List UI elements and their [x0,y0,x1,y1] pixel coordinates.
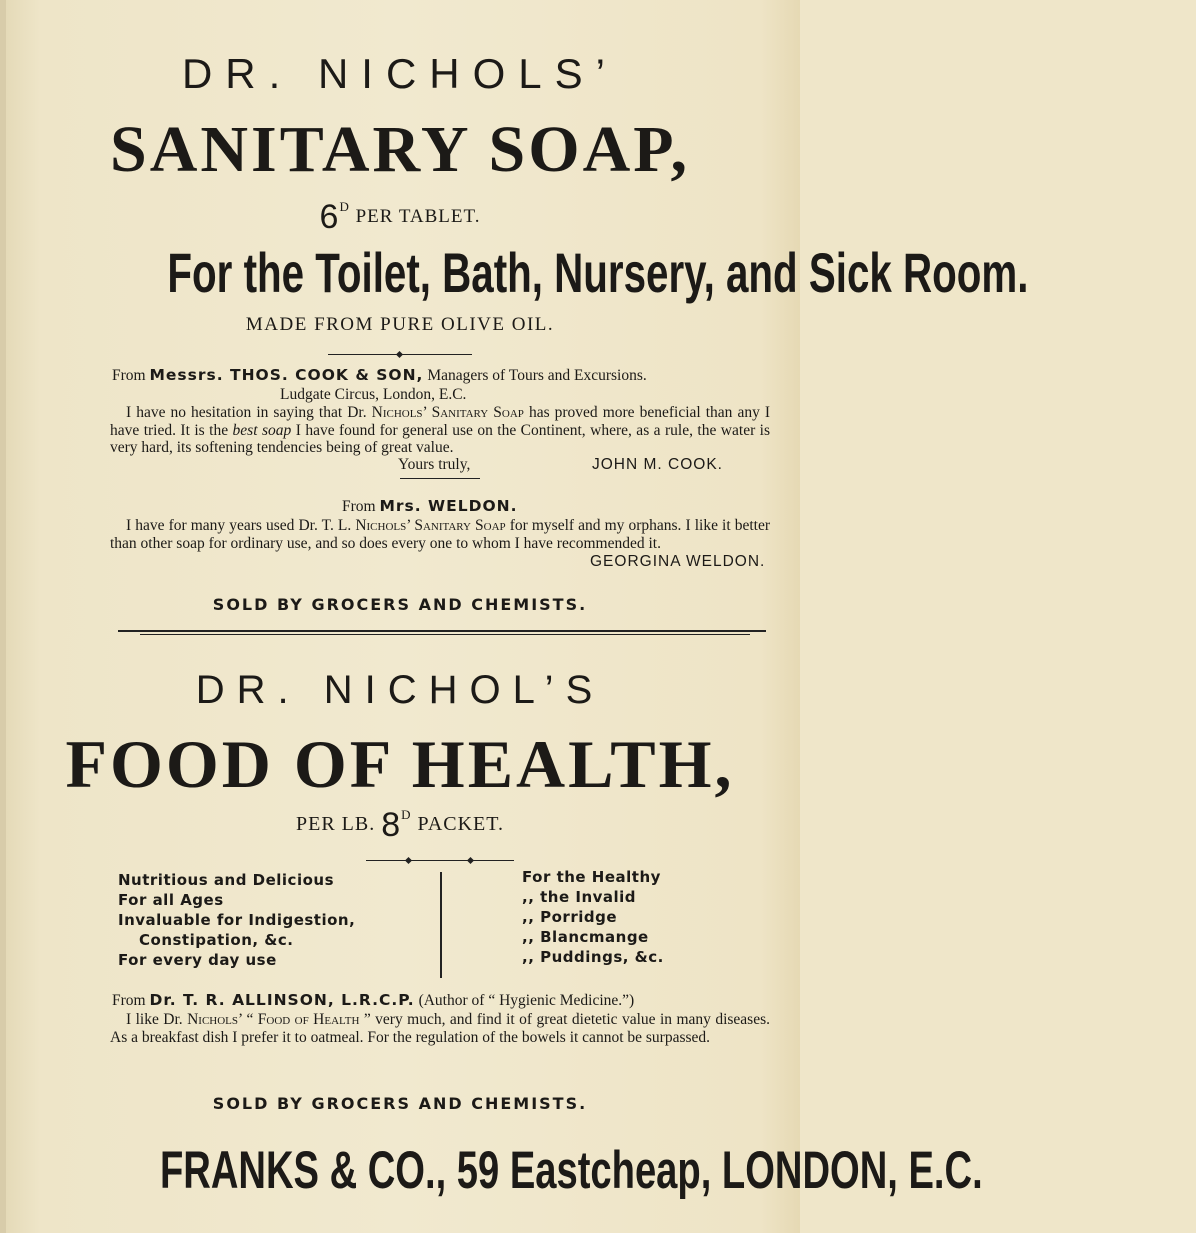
ornament-diamond [396,351,403,358]
testimonial-cook-address: Ludgate Circus, London, E.C. [280,386,467,403]
body-text: I have no hesitation in saying that Dr. [126,404,367,421]
body-text: I have found for general use on the Continent, where, as a rule, the water is very hard, its softening tendencies being of great value. [110,421,771,456]
soap-price-text: PER TABLET. [355,206,481,227]
testimonial-cook-header [112,367,782,385]
food-uses-list [522,867,664,967]
testimonial-cook-name: Messrs. THOS. COOK & SON, [149,366,424,384]
ornament-diamond [405,857,412,864]
food-sold-by: SOLD BY GROCERS AND CHEMISTS. [212,1094,588,1113]
product-name: Nichols’ “ Food of Health ” [187,1011,371,1028]
testimonial-weldon-header [342,498,518,516]
food-benefits-list [118,870,355,970]
list-item: ,, Puddings, &c. [522,948,664,966]
soap-sold-by: SOLD BY GROCERS AND CHEMISTS. [212,595,588,614]
soap-price-sup: D [339,199,350,214]
soap-tagline-text: For the Toilet, Bath, Nursery, and Sick Room. [167,241,1029,304]
testimonial-allinson-header [112,992,782,1010]
short-rule [400,478,480,479]
soap-price-number: 6 [319,198,340,236]
testimonial-cook-desc: Managers of Tours and Excursions. [427,367,647,384]
product-name: Nichols’ Sanitary Soap [355,517,506,534]
column-divider [440,872,442,978]
testimonial-weldon-name: Mrs. WELDON. [379,497,518,515]
soap-price [0,198,800,237]
section-divider [118,630,766,632]
list-item: Constipation, &c. [139,931,294,949]
body-text: I have for many years used Dr. T. L. [126,517,352,534]
testimonial-allinson-body [110,1011,770,1046]
from-label: From [112,367,146,384]
food-product-heading: FOOD OF HEALTH, [65,726,735,802]
list-item: Nutritious and Delicious [118,871,335,889]
body-text: has proved more beneficial than any I have tried. It is the [110,404,771,439]
list-item: ,, Blancmange [522,928,649,946]
soap-tagline [0,240,1029,306]
soap-brand-heading: DR. NICHOLS’ [181,50,619,97]
list-item: For every day use [118,951,277,969]
food-price [0,806,800,845]
from-label: From [342,498,376,515]
list-item: ,, the Invalid [522,888,637,906]
soap-product-heading: SANITARY SOAP, [109,113,691,186]
testimonial-cook-signature: JOHN M. COOK. [592,456,723,473]
food-price-number: 8 [381,806,402,844]
list-item: Invaluable for Indigestion, [118,911,356,929]
testimonial-weldon-signature: GEORGINA WELDON. [590,553,766,570]
body-text: for myself and my orphans. I like it better than other soap for ordinary use, and so does every one to whom I have recommended it. [110,517,770,552]
body-text: very much, and find it of great dietetic value in many diseases. As a breakfast dish I prefer it to oatmeal. For the regulation of the bowels it cannot be surpassed. [110,1011,771,1046]
ornament-rule [366,860,514,861]
food-brand-heading: DR. NICHOL’S [195,668,605,712]
soap-made-from: MADE FROM PURE OLIVE OIL. [245,314,555,335]
body-text: I like Dr. [126,1011,183,1028]
product-name: Nichols’ Sanitary Soap [371,404,524,421]
testimonial-weldon-body [110,517,770,552]
testimonial-cook-closing: Yours truly, [398,456,471,473]
emphasis-text: best soap [232,421,292,439]
section-divider-thin [140,634,750,635]
food-price-prefix: PER LB. [295,813,376,835]
food-price-sup: D [401,807,412,822]
footer-address [0,1140,983,1201]
food-price-suffix: PACKET. [417,813,505,835]
list-item: For all Ages [118,891,224,909]
from-label: From [112,992,146,1009]
testimonial-allinson-name: Dr. T. R. ALLINSON, L.R.C.P. [149,991,415,1009]
footer-address-text: FRANKS & CO., 59 Eastcheap, LONDON, E.C. [159,1141,983,1200]
testimonial-cook-body [110,404,770,457]
ornament-diamond [467,857,474,864]
list-item: ,, Porridge [522,908,618,926]
list-item: For the Healthy [522,868,661,886]
testimonial-allinson-desc: (Author of “ Hygienic Medicine.”) [418,992,635,1009]
